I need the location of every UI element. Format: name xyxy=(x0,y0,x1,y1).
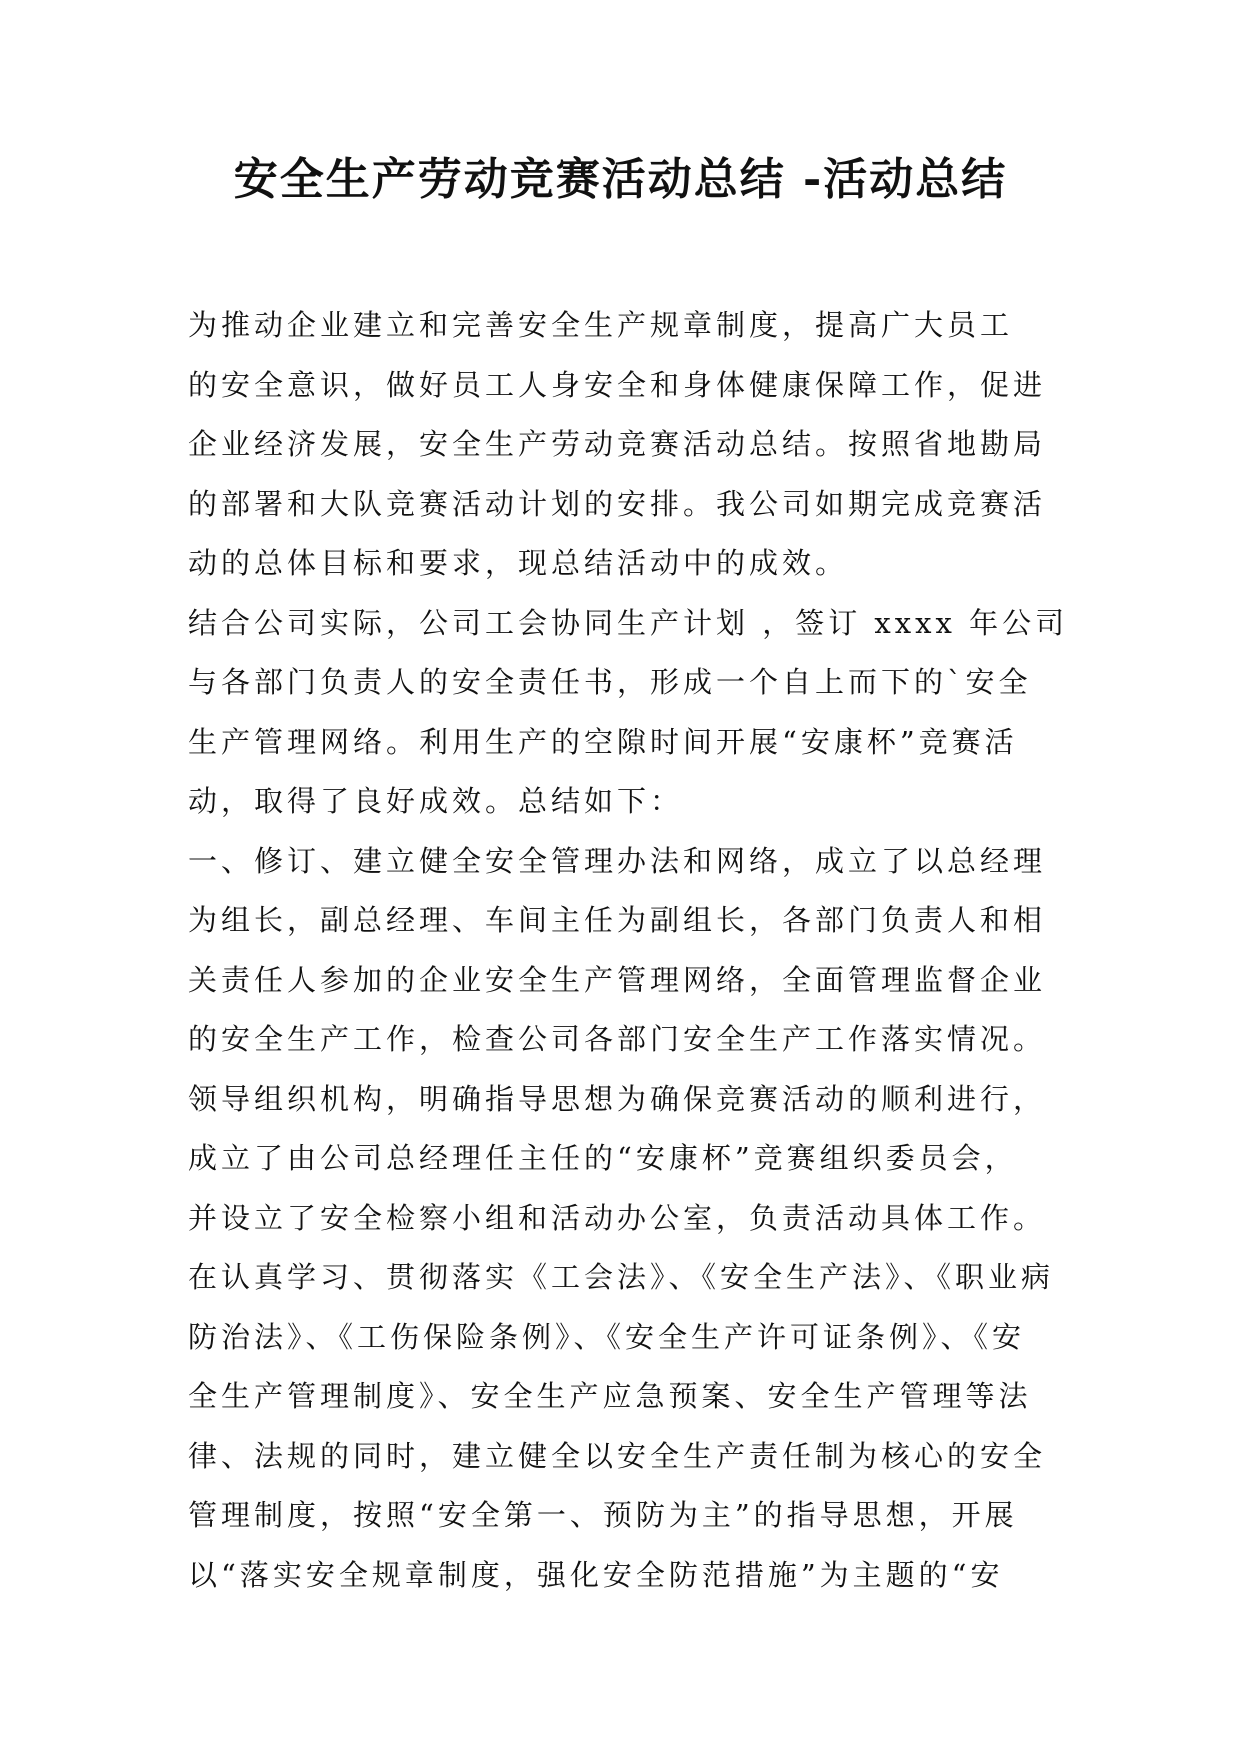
body-line: 的部署和大队竞赛活动计划的安排。我公司如期完成竞赛活 xyxy=(188,486,1047,521)
document-title: 安全生产劳动竞赛活动总结 -活动总结 xyxy=(233,154,1008,205)
body-line: 防治法》、《工伤保险条例》、《安全生产许可证条例》、《安 xyxy=(188,1319,1026,1354)
body-line: 生产管理网络。利用生产的空隙时间开展“安康杯”竞赛活 xyxy=(188,724,1018,759)
body-line: 管理制度，按照“安全第一、预防为主”的指导思想，开展 xyxy=(188,1498,1018,1532)
body-line: 领导组织机构，明确指导思想为确保竞赛活动的顺利进行， xyxy=(188,1081,1047,1116)
body-line: 并设立了安全检察小组和活动办公室，负责活动具体工作。 xyxy=(188,1200,1047,1235)
document-body xyxy=(188,296,1069,1605)
body-line: 全生产管理制度》、安全生产应急预案、安全生产管理等法 xyxy=(188,1379,1032,1413)
body-line: 的安全生产工作，检查公司各部门安全生产工作落实情况。 xyxy=(188,1022,1047,1056)
body-line: 动的总体目标和要求，现总结活动中的成效。 xyxy=(188,546,849,580)
body-line: 以“落实安全规章制度，强化安全防范措施”为主题的“安 xyxy=(188,1557,1004,1592)
body-line: 动，取得了良好成效。总结如下： xyxy=(188,784,684,818)
body-line: 企业经济发展，安全生产劳动竞赛活动总结。按照省地勘局 xyxy=(188,427,1047,461)
body-line: 律、法规的同时，建立健全以安全生产责任制为核心的安全 xyxy=(188,1438,1047,1473)
body-line: 结合公司实际，公司工会协同生产计划 ，签订 xxxx 年公司 xyxy=(188,605,1069,640)
body-line: 与各部门负责人的安全责任书，形成一个自上而下的`安全 xyxy=(188,665,1032,699)
body-line: 在认真学习、贯彻落实《工会法》、《安全生产法》、《职业病 xyxy=(188,1260,1055,1294)
body-line: 为组长，副总经理、车间主任为副组长，各部门负责人和相 xyxy=(188,903,1047,937)
body-line: 关责任人参加的企业安全生产管理网络，全面管理监督企业 xyxy=(188,962,1047,997)
body-line: 成立了由公司总经理任主任的“安康杯”竞赛组织委员会， xyxy=(188,1141,1018,1175)
body-line: 的安全意识，做好员工人身安全和身体健康保障工作，促进 xyxy=(188,367,1047,402)
body-line: 一、修订、建立健全安全管理办法和网络，成立了以总经理 xyxy=(188,843,1047,878)
body-line: 为推动企业建立和完善安全生产规章制度，提高广大员工 xyxy=(188,308,1014,342)
